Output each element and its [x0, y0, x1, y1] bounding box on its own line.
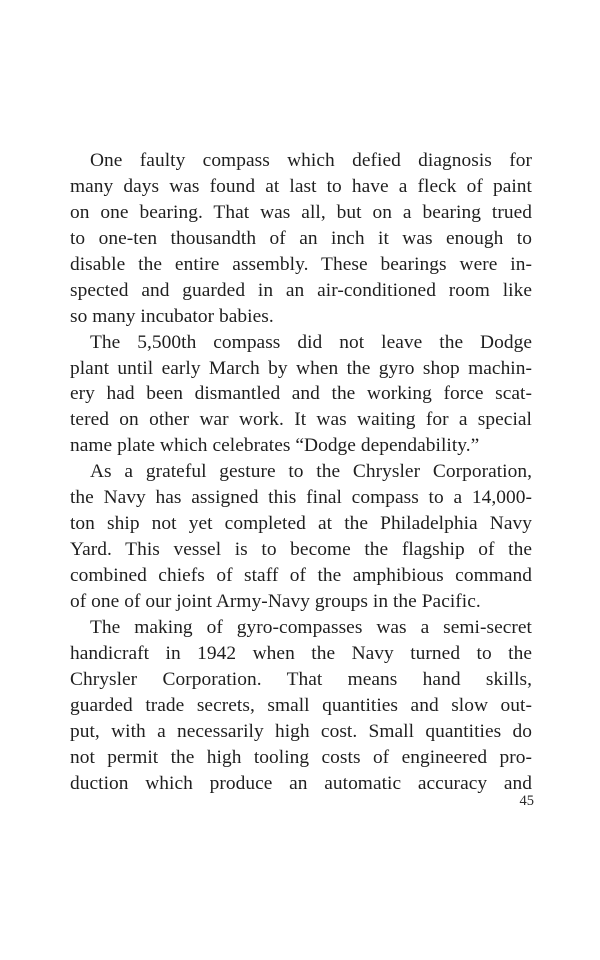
text-line: duction which produce an automatic accuracy and	[70, 772, 532, 794]
paragraph	[70, 615, 532, 797]
paragraph	[70, 330, 532, 460]
text-line: Chrysler Corporation. That means hand skills,	[70, 668, 532, 690]
text-line: name plate which celebrates “Dodge dependability.”	[70, 435, 480, 457]
text-line: ery had been dismantled and the working force scat-	[70, 383, 532, 405]
text-line: to one-ten thousandth of an inch it was enough to	[70, 227, 532, 249]
text-line: on one bearing. That was all, but on a bearing trued	[70, 201, 532, 223]
text-line: ton ship not yet completed at the Philadelphia Navy	[70, 513, 532, 535]
paragraph	[70, 148, 532, 330]
text-line: combined chiefs of staff of the amphibious command	[70, 565, 532, 586]
text-line: spected and guarded in an air-conditioned room like	[70, 279, 532, 301]
text-line: so many incubator babies.	[70, 305, 274, 327]
text-line: many days was found at last to have a fleck of paint	[70, 175, 532, 197]
text-line: tered on other war work. It was waiting for a special	[70, 409, 532, 431]
text-line: The making of gyro-compasses was a semi-secret	[90, 616, 532, 638]
body-text	[70, 148, 532, 796]
text-line: plant until early March by when the gyro shop machin-	[70, 357, 532, 379]
text-line: not permit the high tooling costs of engineered pro-	[70, 746, 532, 768]
text-line: the Navy has assigned this final compass to a 14,000-	[70, 487, 532, 509]
text-line: handicraft in 1942 when the Navy turned to the	[70, 642, 532, 664]
text-line: guarded trade secrets, small quantities and slow out-	[70, 694, 532, 716]
text-line: The 5,500th compass did not leave the Dodge	[90, 331, 532, 353]
paragraph	[70, 459, 532, 615]
text-line: Yard. This vessel is to become the flagship of the	[70, 539, 532, 561]
text-line: disable the entire assembly. These bearings were in-	[70, 253, 532, 275]
text-line: One faulty compass which defied diagnosis for	[90, 150, 532, 171]
text-line: As a grateful gesture to the Chrysler Corporation,	[90, 461, 532, 483]
text-line: of one of our joint Army-Navy groups in the Pacific.	[70, 590, 481, 612]
text-line: put, with a necessarily high cost. Small quantities do	[70, 720, 532, 742]
page-number: 45	[519, 793, 534, 809]
